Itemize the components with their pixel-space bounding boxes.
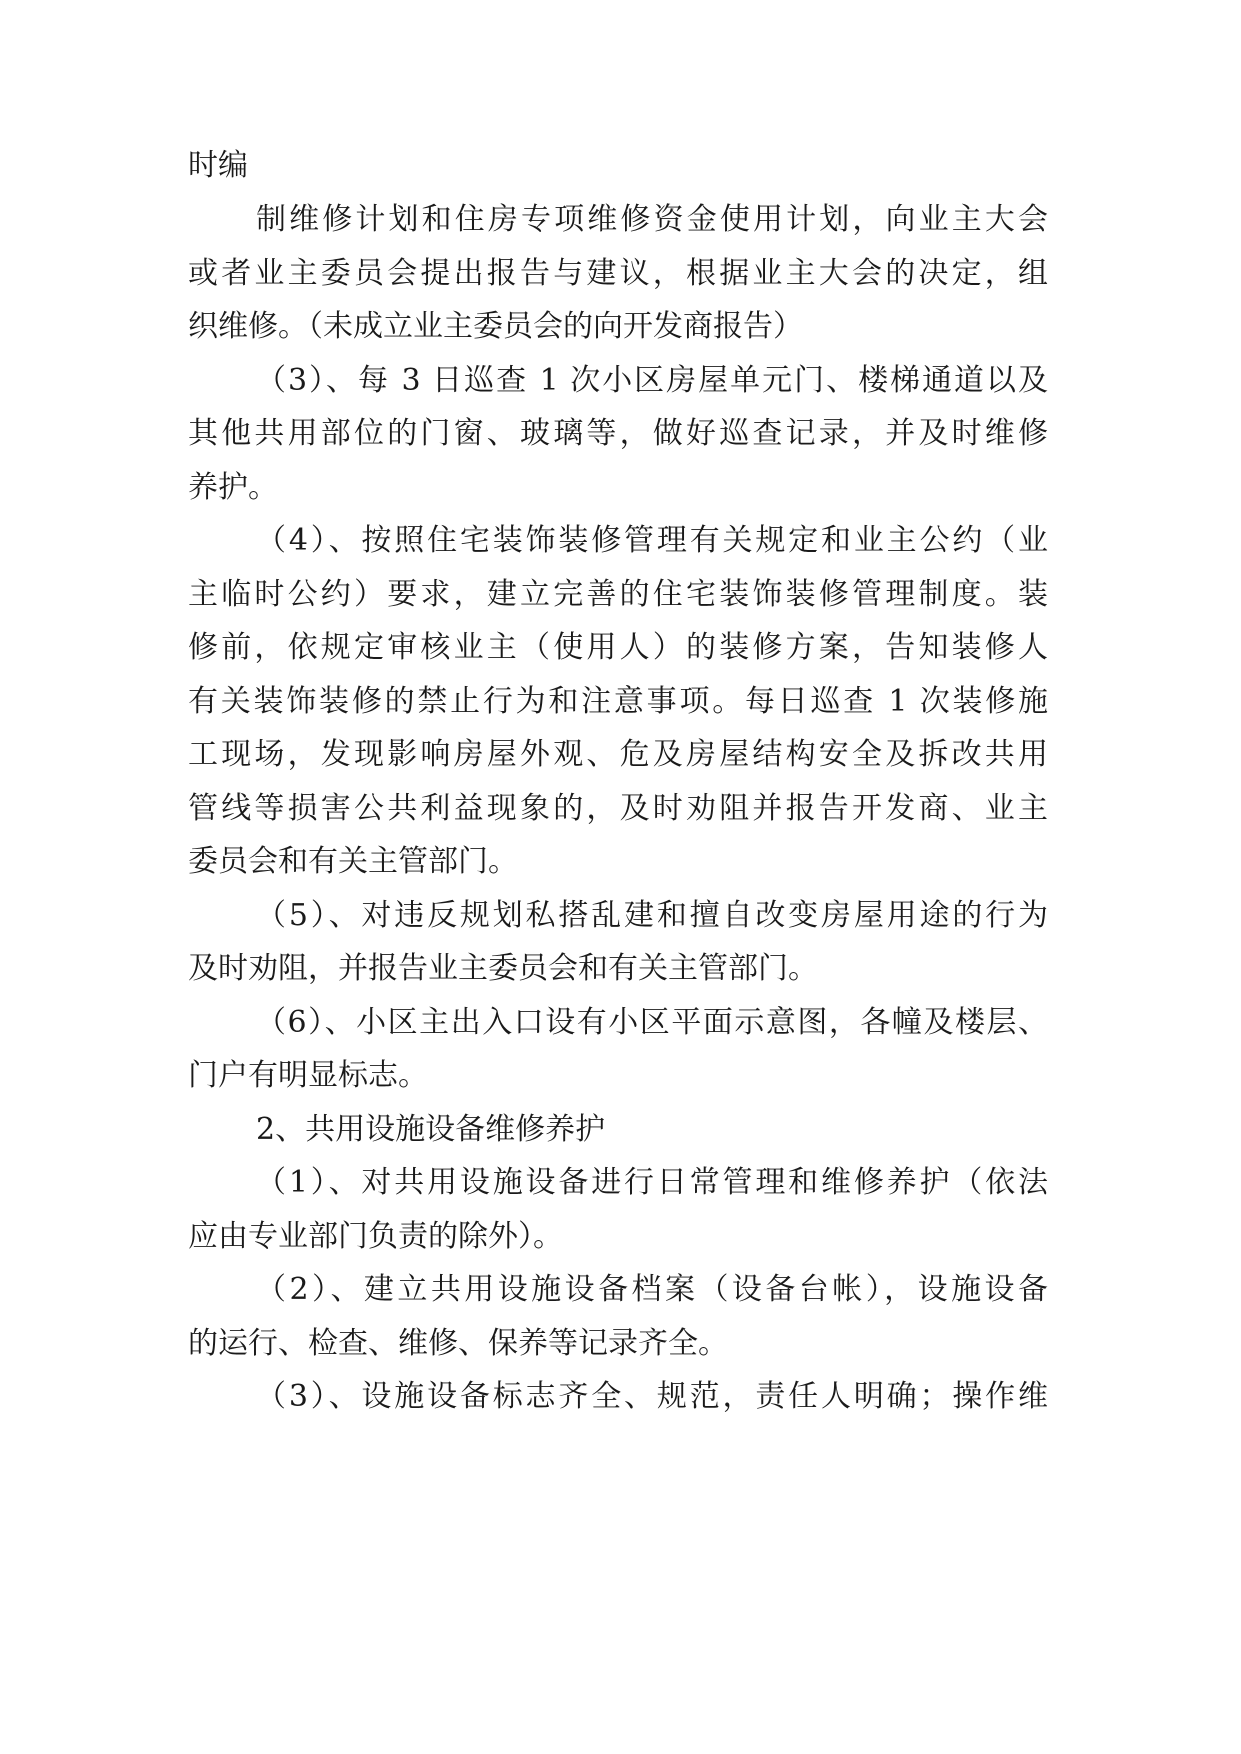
text-line: 工现场，发现影响房屋外观、危及房屋结构安全及拆改共用 — [188, 737, 1048, 772]
text-line: 织维修。（未成立业主委员会的向开发商报告） — [188, 309, 803, 344]
text-line: （3）、设施设备标志齐全、规范，责任人明确；操作维 — [256, 1379, 1048, 1414]
section-heading: 2、共用设施设备维修养护 — [256, 1112, 606, 1147]
text-line: 应由专业部门负责的除外）。 — [188, 1219, 563, 1254]
text-line: 养护。 — [188, 470, 278, 505]
text-line: （4）、按照住宅装饰装修管理有关规定和业主公约（业 — [256, 523, 1048, 558]
text-line: 主临时公约）要求，建立完善的住宅装饰装修管理制度。装 — [188, 577, 1048, 612]
text-line: 的运行、检查、维修、保养等记录齐全。 — [188, 1326, 728, 1361]
text-line: （3）、每 3 日巡查 1 次小区房屋单元门、楼梯通道以及 — [256, 363, 1048, 398]
text-line: 修前，依规定审核业主（使用人）的装修方案，告知装修人 — [188, 630, 1048, 665]
text-line: 及时劝阻，并报告业主委员会和有关主管部门。 — [188, 951, 818, 986]
text-line: （6）、小区主出入口设有小区平面示意图，各幢及楼层、 — [256, 1005, 1048, 1040]
text-line: 制维修计划和住房专项维修资金使用计划，向业主大会 — [256, 202, 1048, 237]
text-line: 其他共用部位的门窗、玻璃等，做好巡查记录，并及时维修 — [188, 416, 1048, 451]
text-line: （1）、对共用设施设备进行日常管理和维修养护（依法 — [256, 1165, 1048, 1200]
text-line: 或者业主委员会提出报告与建议，根据业主大会的决定，组 — [188, 256, 1048, 291]
text-line: 门户有明显标志。 — [188, 1058, 428, 1093]
text-line: 时编 — [188, 148, 248, 183]
text-line: 委员会和有关主管部门。 — [188, 844, 518, 879]
text-line: 有关装饰装修的禁止行为和注意事项。每日巡查 1 次装修施 — [188, 684, 1048, 719]
text-line: （2）、建立共用设施设备档案（设备台帐），设施设备 — [256, 1272, 1048, 1307]
text-line: 管线等损害公共利益现象的，及时劝阻并报告开发商、业主 — [188, 791, 1048, 826]
text-line: （5）、对违反规划私搭乱建和擅自改变房屋用途的行为 — [256, 898, 1048, 933]
